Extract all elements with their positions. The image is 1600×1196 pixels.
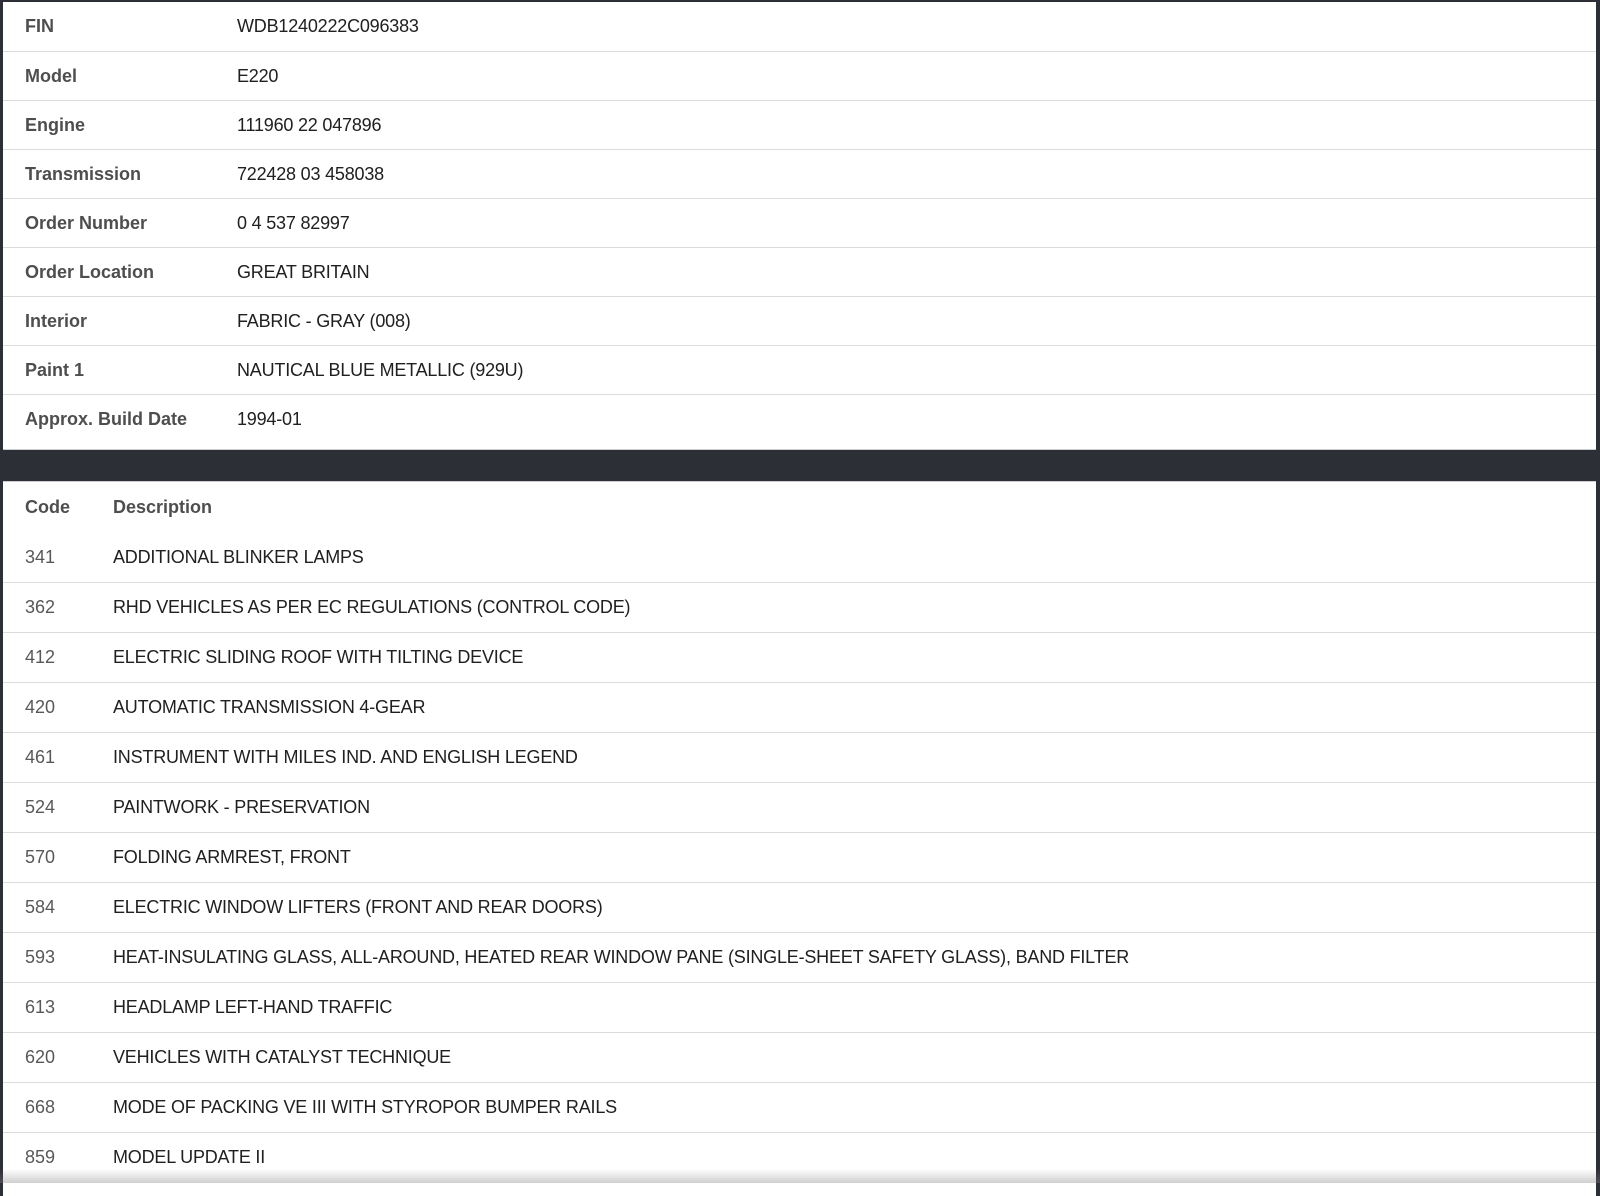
option-code: 593 bbox=[3, 947, 113, 968]
option-code: 859 bbox=[3, 1147, 113, 1168]
option-code: 584 bbox=[3, 897, 113, 918]
vehicle-info-row bbox=[3, 345, 1596, 394]
vehicle-info-row bbox=[3, 2, 1596, 51]
option-code: 461 bbox=[3, 747, 113, 768]
option-code: 362 bbox=[3, 597, 113, 618]
field-value: NAUTICAL BLUE METALLIC (929U) bbox=[237, 360, 1596, 381]
vehicle-info-row bbox=[3, 394, 1596, 443]
option-codes-card bbox=[3, 481, 1596, 1196]
vehicle-info-row bbox=[3, 296, 1596, 345]
option-code-row bbox=[3, 782, 1596, 832]
field-value: 1994-01 bbox=[237, 409, 1596, 430]
field-label: Transmission bbox=[3, 164, 237, 185]
field-value: GREAT BRITAIN bbox=[237, 262, 1596, 283]
option-code-row bbox=[3, 632, 1596, 682]
field-value: WDB1240222C096383 bbox=[237, 16, 1596, 37]
field-value: 111960 22 047896 bbox=[237, 115, 1596, 136]
option-description: ELECTRIC SLIDING ROOF WITH TILTING DEVICE bbox=[113, 647, 1596, 668]
option-description: AUTOMATIC TRANSMISSION 4-GEAR bbox=[113, 697, 1596, 718]
option-code-row bbox=[3, 732, 1596, 782]
field-value: 722428 03 458038 bbox=[237, 164, 1596, 185]
option-code-row bbox=[3, 1032, 1596, 1082]
field-label: Order Number bbox=[3, 213, 237, 234]
option-description: RHD VEHICLES AS PER EC REGULATIONS (CONTROL CODE) bbox=[113, 597, 1596, 618]
field-label: Order Location bbox=[3, 262, 237, 283]
code-column-header: Code bbox=[3, 497, 113, 518]
vehicle-info-row bbox=[3, 198, 1596, 247]
vehicle-info-rows bbox=[3, 2, 1596, 443]
option-code: 412 bbox=[3, 647, 113, 668]
vehicle-info-row bbox=[3, 51, 1596, 100]
option-code-row bbox=[3, 682, 1596, 732]
option-code-row bbox=[3, 1132, 1596, 1182]
field-label: Interior bbox=[3, 311, 237, 332]
option-description: PAINTWORK - PRESERVATION bbox=[113, 797, 1596, 818]
option-description: MODE OF PACKING VE III WITH STYROPOR BUMPER RAILS bbox=[113, 1097, 1596, 1118]
field-label: FIN bbox=[3, 16, 237, 37]
option-code: 613 bbox=[3, 997, 113, 1018]
option-code-row bbox=[3, 932, 1596, 982]
option-description: VEHICLES WITH CATALYST TECHNIQUE bbox=[113, 1047, 1596, 1068]
option-code-row bbox=[3, 582, 1596, 632]
option-code: 341 bbox=[3, 547, 113, 568]
option-code-row bbox=[3, 882, 1596, 932]
option-code: 620 bbox=[3, 1047, 113, 1068]
field-value: 0 4 537 82997 bbox=[237, 213, 1596, 234]
field-label: Engine bbox=[3, 115, 237, 136]
vehicle-info-row bbox=[3, 149, 1596, 198]
option-code: 420 bbox=[3, 697, 113, 718]
field-label: Approx. Build Date bbox=[3, 409, 237, 430]
option-description: FOLDING ARMREST, FRONT bbox=[113, 847, 1596, 868]
option-description: HEAT-INSULATING GLASS, ALL-AROUND, HEATED REAR WINDOW PANE (SINGLE-SHEET SAFETY GLASS), BAND FILTER bbox=[113, 947, 1596, 968]
option-code: 570 bbox=[3, 847, 113, 868]
field-value: E220 bbox=[237, 66, 1596, 87]
option-description: ADDITIONAL BLINKER LAMPS bbox=[113, 547, 1596, 568]
field-value: FABRIC - GRAY (008) bbox=[237, 311, 1596, 332]
option-code-row bbox=[3, 832, 1596, 882]
option-code-rows bbox=[3, 532, 1596, 1182]
description-column-header: Description bbox=[113, 497, 1596, 518]
vehicle-info-row bbox=[3, 100, 1596, 149]
option-code: 668 bbox=[3, 1097, 113, 1118]
option-description: HEADLAMP LEFT-HAND TRAFFIC bbox=[113, 997, 1596, 1018]
field-label: Paint 1 bbox=[3, 360, 237, 381]
option-description: INSTRUMENT WITH MILES IND. AND ENGLISH LEGEND bbox=[113, 747, 1596, 768]
option-description: MODEL UPDATE II bbox=[113, 1147, 1596, 1168]
option-code-row bbox=[3, 532, 1596, 582]
vehicle-info-card bbox=[3, 2, 1596, 450]
vehicle-info-row bbox=[3, 247, 1596, 296]
option-code: 524 bbox=[3, 797, 113, 818]
codes-header-row bbox=[3, 482, 1596, 532]
option-code-row bbox=[3, 1082, 1596, 1132]
field-label: Model bbox=[3, 66, 237, 87]
option-description: ELECTRIC WINDOW LIFTERS (FRONT AND REAR DOORS) bbox=[113, 897, 1596, 918]
option-code-row bbox=[3, 982, 1596, 1032]
